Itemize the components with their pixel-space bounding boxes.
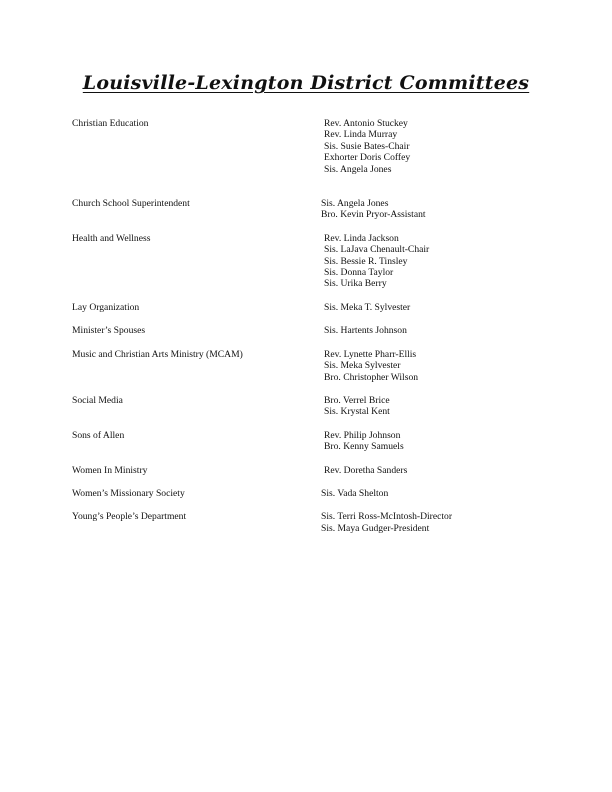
committee-name: Health and Wellness [72, 232, 151, 244]
member: Sis. Krystal Kent [324, 406, 390, 418]
committee-name: Women In Ministry [72, 464, 148, 476]
member-list [321, 325, 552, 336]
committee-row-youngs-peoples-department [72, 511, 552, 534]
committee-name: Women’s Missionary Society [72, 487, 185, 499]
member: Sis. Donna Taylor [324, 267, 394, 279]
committee-name: Music and Christian Arts Ministry (MCAM) [72, 348, 243, 360]
member: Rev. Lynette Pharr-Ellis [324, 348, 417, 360]
member: Sis. Angela Jones [321, 198, 389, 210]
member: Sis. Maya Gudger-President [321, 522, 430, 534]
committee-row-christian-education [72, 118, 552, 175]
member: Sis. Angela Jones [324, 163, 392, 175]
member-list [321, 395, 552, 418]
committee-name: Young’s People’s Department [72, 511, 187, 523]
committee-row-womens-missionary-society [72, 488, 552, 499]
member: Sis. Meka Sylvester [324, 360, 401, 372]
committee-name: Christian Education [72, 118, 149, 129]
member: Rev. Antonio Stuckey [324, 118, 408, 129]
committee-name: Social Media [72, 394, 123, 406]
committee-name: Church School Superintendent [72, 198, 190, 210]
member-list [321, 198, 552, 221]
committee-row-church-school-superintendent [72, 198, 552, 221]
member: Sis. Hartents Johnson [324, 325, 407, 337]
committee-row-sons-of-allen [72, 430, 552, 453]
member-list [321, 302, 552, 313]
member-list [321, 118, 552, 175]
page-title: Louisville-Lexington District Committees [82, 72, 530, 94]
member: Sis. Vada Shelton [321, 487, 389, 499]
member: Sis. Susie Bates-Chair [324, 140, 410, 152]
member-list [321, 511, 552, 534]
committee-row-lay-organization [72, 302, 552, 313]
committee-row-women-in-ministry [72, 465, 552, 476]
committee-row-social-media [72, 395, 552, 418]
committee-name: Lay Organization [72, 301, 140, 313]
member-list [321, 488, 552, 499]
committee-row-health-and-wellness [72, 233, 552, 290]
member: Rev. Linda Jackson [324, 232, 399, 244]
member: Sis. LaJava Chenault-Chair [324, 244, 430, 256]
member: Exhorter Doris Coffey [324, 152, 411, 164]
committee-name: Minister’s Spouses [72, 325, 146, 337]
member-list [321, 430, 552, 453]
member: Sis. Meka T. Sylvester [324, 301, 411, 313]
committee-row-music-and-christian-arts-ministry [72, 349, 552, 383]
member: Bro. Kevin Pryor-Assistant [321, 209, 426, 221]
member-list [321, 465, 552, 476]
member: Sis. Terri Ross-McIntosh-Director [321, 511, 453, 523]
member-list [321, 349, 552, 383]
committee-list [72, 118, 552, 546]
member-list [321, 233, 552, 290]
member: Sis. Urika Berry [324, 278, 387, 290]
member: Bro. Verrel Brice [324, 394, 390, 406]
member: Rev. Doretha Sanders [324, 464, 408, 476]
committee-row-ministers-spouses [72, 325, 552, 336]
member: Rev. Linda Murray [324, 129, 398, 141]
member: Bro. Christopher Wilson [324, 371, 419, 383]
committee-name: Sons of Allen [72, 429, 125, 441]
member: Sis. Bessie R. Tinsley [324, 255, 408, 267]
member: Bro. Kenny Samuels [324, 441, 404, 453]
member: Rev. Philip Johnson [324, 429, 401, 441]
